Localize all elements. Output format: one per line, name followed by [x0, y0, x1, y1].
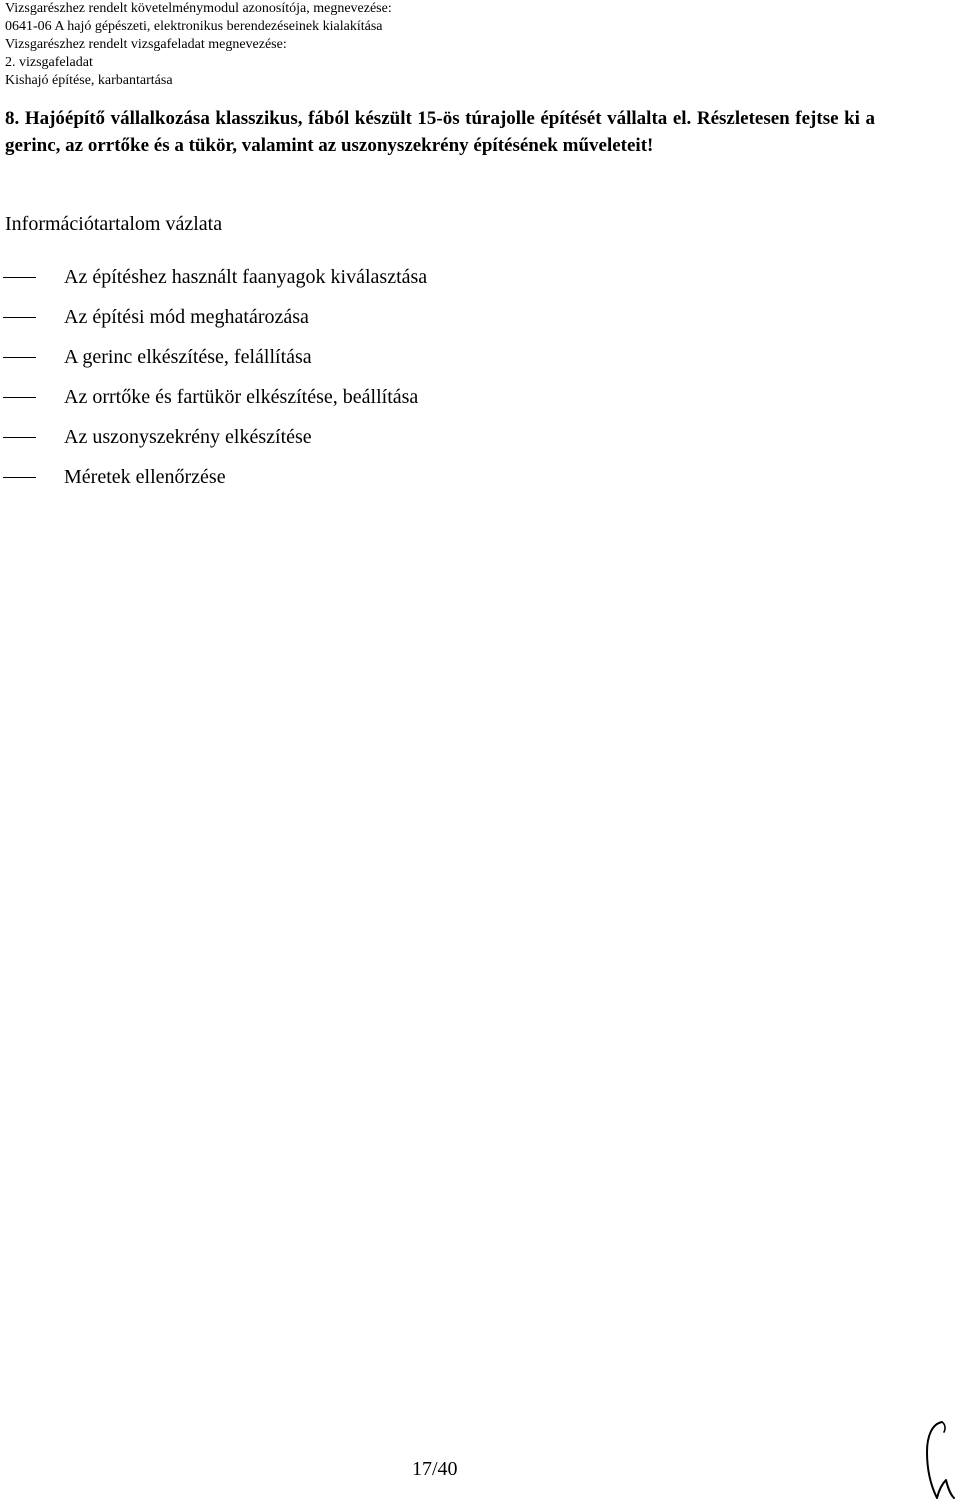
dash-bullet [3, 437, 36, 438]
list-item-text: Méretek ellenőrzése [64, 466, 226, 488]
list-item-text: A gerinc elkészítése, felállítása [64, 346, 312, 368]
task-statement: 8. Hajóépítő vállalkozása klasszikus, fából készült 15-ös túrajolle építését vállalta el. Részletesen fejtse ki a gerinc, az orrtőke és a tükör, valamint az uszonyszekrény építésének műveleteit! [5, 108, 875, 156]
dash-bullet [3, 277, 36, 278]
signature-mark [918, 1418, 958, 1502]
document-header [5, 0, 945, 90]
page-number: 17/40 [412, 1458, 458, 1480]
list-item-text: Az uszonyszekrény elkészítése [64, 426, 312, 448]
outline-title: Információtartalom vázlata [5, 213, 223, 235]
header-line-module-label: Vizsgarészhez rendelt követelménymodul azonosítója, megnevezése: [5, 1, 392, 16]
dash-bullet [3, 317, 36, 318]
dash-bullet [3, 357, 36, 358]
dash-bullet [3, 477, 36, 478]
header-line-task-name: Kishajó építése, karbantartása [5, 73, 173, 88]
list-item-text: Az építéshez használt faanyagok kiválasztása [64, 266, 428, 288]
header-line-task-number: 2. vizsgafeladat [5, 55, 93, 70]
list-item-text: Az orrtőke és fartükör elkészítése, beállítása [64, 386, 419, 408]
header-line-module-name: 0641-06 A hajó gépészeti, elektronikus berendezéseinek kialakítása [5, 19, 383, 34]
dash-bullet [3, 397, 36, 398]
list-item-text: Az építési mód meghatározása [64, 306, 309, 328]
header-line-task-label: Vizsgarészhez rendelt vizsgafeladat megnevezése: [5, 37, 287, 52]
